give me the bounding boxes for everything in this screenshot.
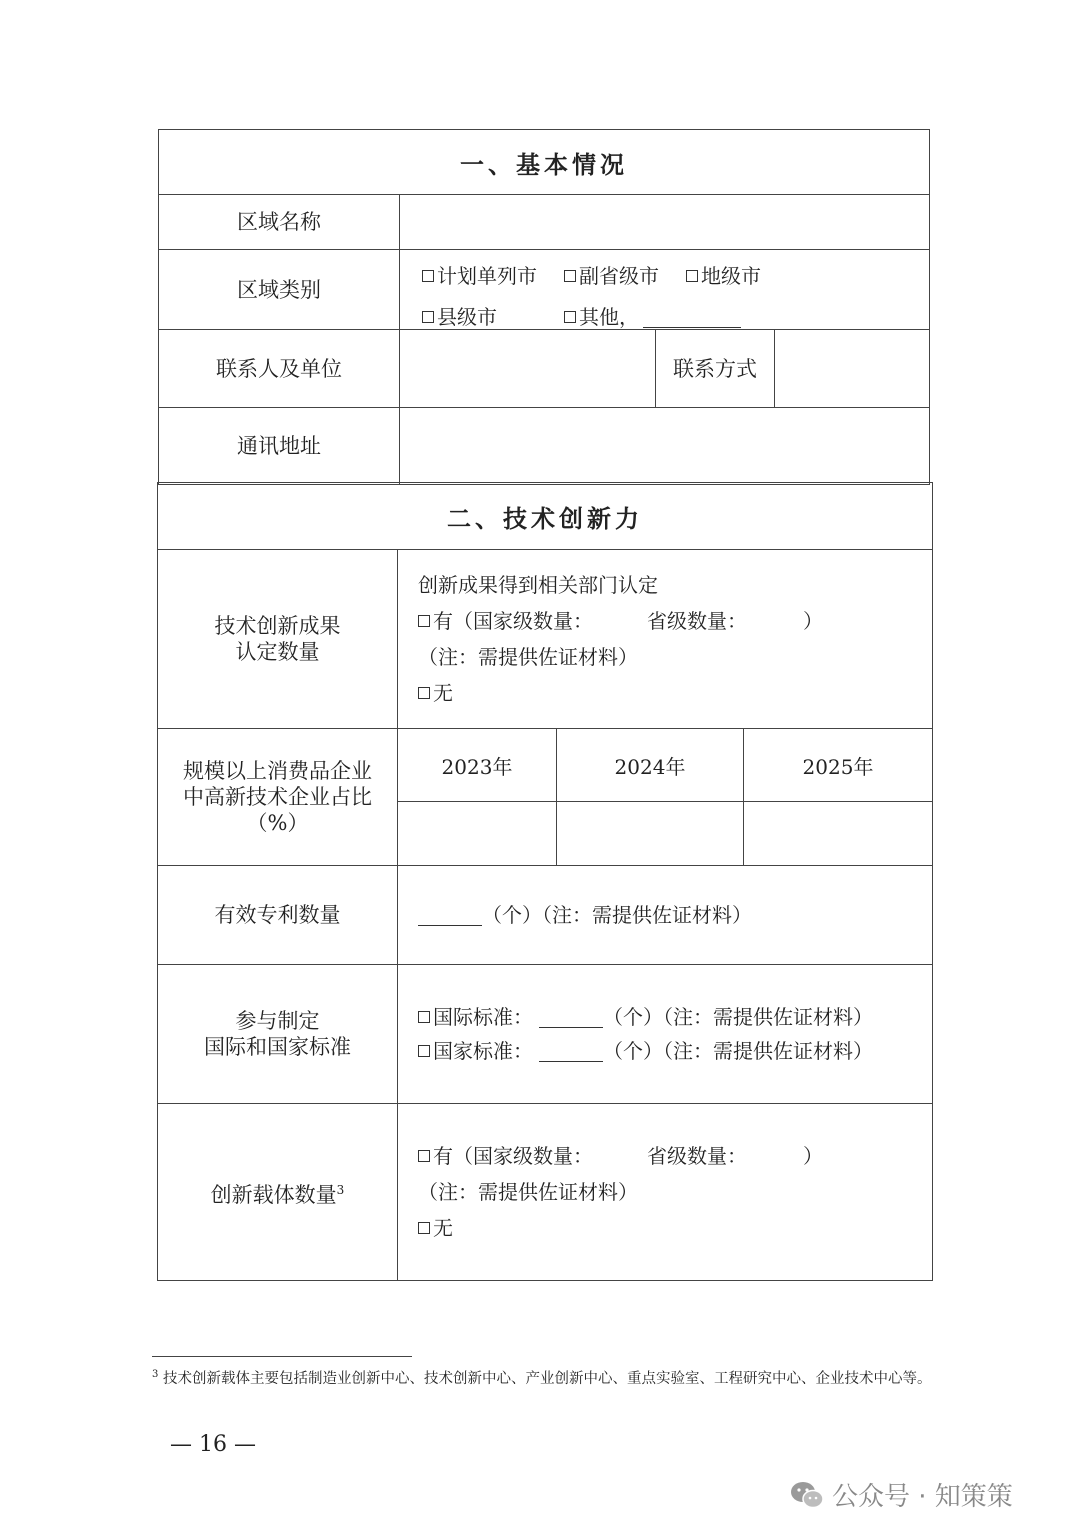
checkbox-icon[interactable]: [422, 311, 434, 323]
region-name-field[interactable]: [400, 195, 930, 250]
footnote: $^3$ 技术创新载体主要包括制造业创新中心、技术创新中心、产业创新中心、重点实验室、工程研究中心、企业技术中心等。: [152, 1369, 932, 1387]
contact-method-field[interactable]: [775, 330, 930, 408]
natl-standard-row[interactable]: 国家标准： （个）（注：需提供佐证材料）: [418, 1034, 932, 1068]
year-2025-header: 2025年: [744, 729, 933, 802]
section1-title: 一、基本情况: [159, 130, 930, 195]
intl-standard-blank[interactable]: [539, 1027, 603, 1028]
checkbox-icon[interactable]: [418, 687, 430, 699]
section2-title: 二、技术创新力: [158, 483, 933, 550]
option-planned-city[interactable]: 计划单列市: [422, 260, 537, 289]
contact-field[interactable]: [400, 330, 656, 408]
achievements-cell: [398, 550, 933, 729]
year-2025-value[interactable]: [744, 802, 933, 866]
contact-label: 联系人及单位: [159, 330, 400, 408]
checkbox-icon[interactable]: [418, 1045, 430, 1057]
tech-innovation-table: [157, 482, 933, 1281]
watermark: 公众号 · 知策策: [790, 1476, 1013, 1513]
option-county[interactable]: 县级市: [422, 301, 497, 330]
address-field[interactable]: [400, 408, 930, 485]
achievements-label: 技术创新成果 认定数量: [158, 550, 398, 729]
basic-info-table: [158, 129, 930, 485]
achievements-no-row[interactable]: 无: [418, 675, 932, 711]
footnote-divider: [152, 1356, 412, 1357]
other-blank[interactable]: [643, 327, 741, 328]
option-other[interactable]: 其他，: [564, 301, 741, 330]
standards-cell: [398, 965, 933, 1104]
wechat-logo-icon: [790, 1480, 824, 1510]
year-2023-header: 2023年: [398, 729, 557, 802]
checkbox-icon[interactable]: [564, 270, 576, 282]
achievements-yes-row[interactable]: 有（国家级数量： 省级数量： ）: [418, 603, 932, 639]
achievements-intro: 创新成果得到相关部门认定: [418, 573, 658, 597]
checkbox-icon[interactable]: [422, 270, 434, 282]
carriers-note: （注：需提供佐证材料）: [418, 1180, 638, 1204]
year-2023-value[interactable]: [398, 802, 557, 866]
hightech-ratio-label: 规模以上消费品企业 中高新技术企业占比 （%）: [158, 729, 398, 866]
year-2024-header: 2024年: [557, 729, 744, 802]
region-type-label: 区域类别: [159, 250, 400, 330]
carriers-no-row[interactable]: 无: [418, 1210, 932, 1246]
natl-standard-blank[interactable]: [539, 1061, 603, 1062]
patents-blank[interactable]: [418, 925, 482, 926]
achievements-note: （注：需提供佐证材料）: [418, 645, 638, 669]
patents-label: 有效专利数量: [158, 866, 398, 965]
option-sub-provincial[interactable]: 副省级市: [564, 260, 659, 289]
page-number: — 16 —: [170, 1432, 256, 1457]
region-type-options: [400, 250, 930, 330]
carriers-cell: [398, 1104, 933, 1281]
checkbox-icon[interactable]: [418, 1150, 430, 1162]
checkbox-icon[interactable]: [418, 615, 430, 627]
region-name-label: 区域名称: [159, 195, 400, 250]
carriers-label: 创新载体数量$^3$: [158, 1104, 398, 1281]
checkbox-icon[interactable]: [418, 1011, 430, 1023]
checkbox-icon[interactable]: [564, 311, 576, 323]
contact-method-label: 联系方式: [656, 330, 775, 408]
address-label: 通讯地址: [159, 408, 400, 485]
year-2024-value[interactable]: [557, 802, 744, 866]
option-prefecture[interactable]: 地级市: [686, 260, 761, 289]
patents-cell: （个）（注：需提供佐证材料）: [398, 866, 933, 965]
carriers-yes-row[interactable]: 有（国家级数量： 省级数量： ）: [418, 1138, 932, 1174]
intl-standard-row[interactable]: 国际标准： （个）（注：需提供佐证材料）: [418, 1000, 932, 1034]
checkbox-icon[interactable]: [418, 1222, 430, 1234]
checkbox-icon[interactable]: [686, 270, 698, 282]
standards-label: 参与制定 国际和国家标准: [158, 965, 398, 1104]
